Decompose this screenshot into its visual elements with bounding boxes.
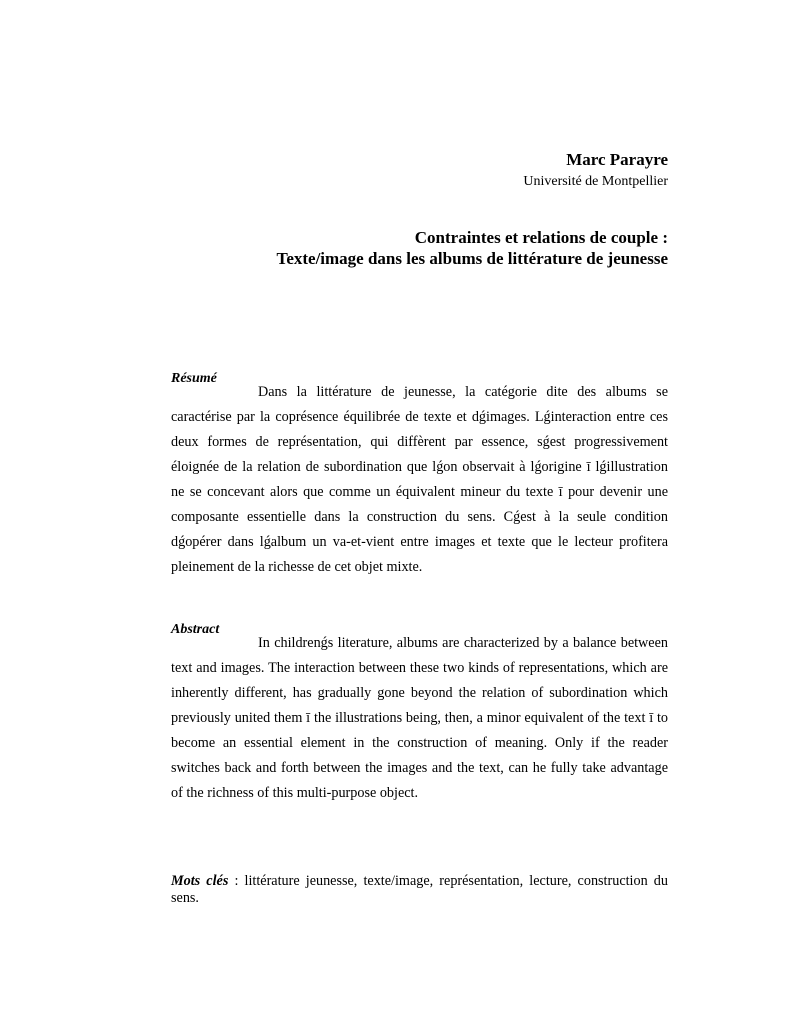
author-block [523, 150, 668, 192]
resume-section [171, 371, 668, 580]
keywords-text: littérature jeunesse, texte/image, représentation, lecture, construction du sens. [171, 873, 668, 906]
keywords-separator: : [228, 873, 245, 889]
author-affiliation: Université de Montpellier [523, 174, 668, 189]
title-line-1: Contraintes et relations de couple : [414, 228, 668, 247]
paper-title [277, 227, 668, 269]
title-line-2: Texte/image dans les albums de littérature de jeunesse [276, 249, 668, 268]
keywords-paragraph [171, 873, 668, 907]
abstract-text: In childrenǵs literature, albums are characterized by a balance between text and images. The interaction between these two kinds of representations, which are inherently different, has gradually gone beyond the relation of subordination which previously united them ī the illustrations being, then, a minor equivalent of the text ī to become an essential element in the construction of meaning. Only if the reader switches back and forth between the images and the text, can he fully take advantage of the richness of this multi-purpose object. [171, 635, 668, 801]
resume-heading: Résumé [171, 371, 217, 386]
resume-text: Dans la littérature de jeunesse, la catégorie dite des albums se caractérise par la coprésence équilibrée de texte et dǵimages. Lǵinteraction entre ces deux formes de représentation, qui diffèrent par essence, sǵest progressivement éloignée de la relation de subordination que lǵon observait à lǵorigine ī lǵillustration ne se concevant alors que comme un équivalent mineur du texte ī pour devenir une composante essentielle dans la construction du sens. Cǵest à la seule condition dǵopérer dans lǵalbum un va-et-vient entre images et texte que le lecteur profitera pleinement de la richesse de cet objet mixte. [171, 384, 668, 575]
keywords-label: Mots clés [171, 873, 229, 889]
author-name: Marc Parayre [566, 150, 668, 169]
abstract-heading: Abstract [171, 622, 220, 637]
abstract-section [171, 622, 668, 806]
